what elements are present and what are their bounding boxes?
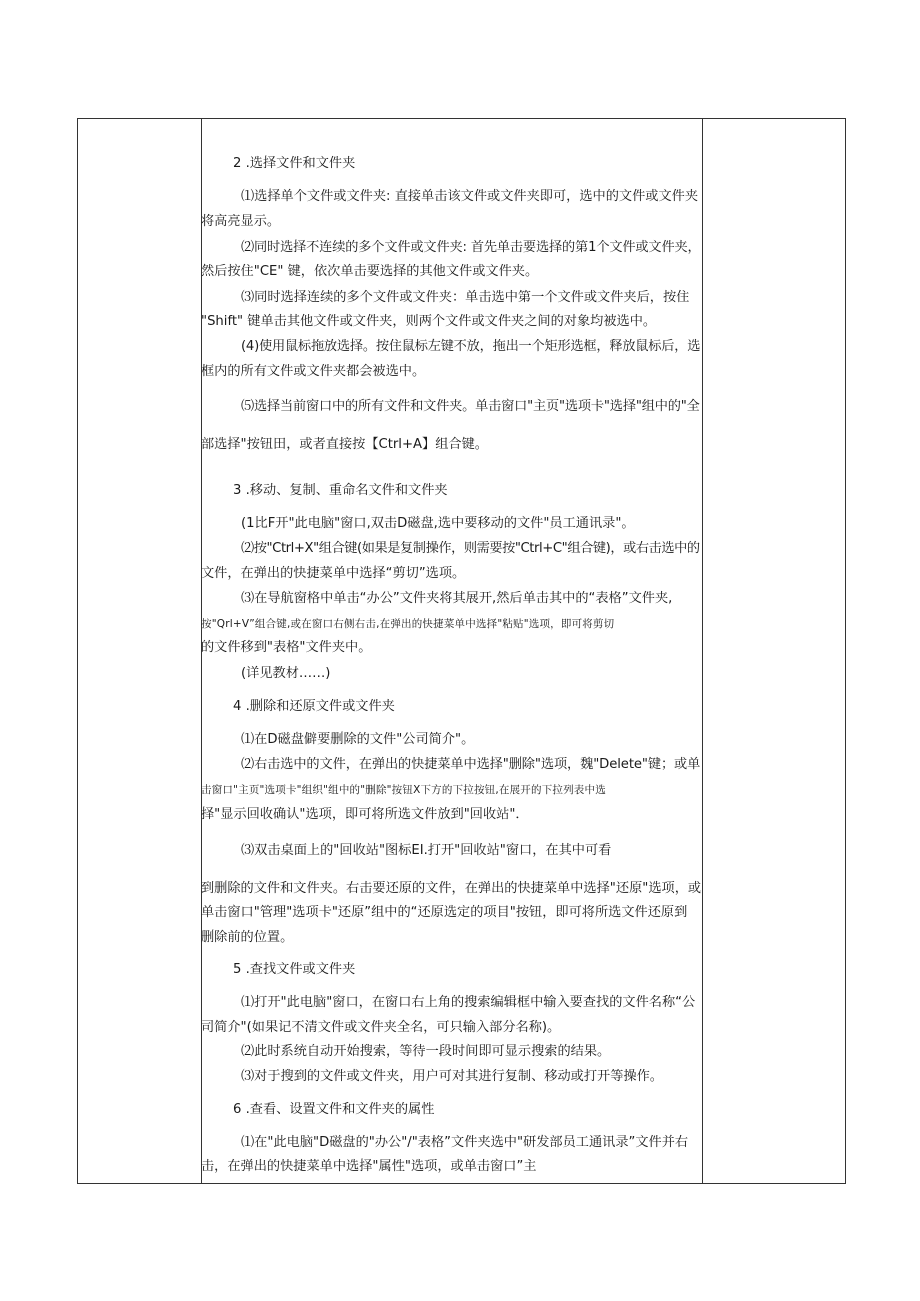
section-heading-properties: 6 .查看、设置文件和文件夹的属性 [233,1102,435,1117]
paragraph-line: ⑸选择当前窗口中的所有文件和文件夹。单击窗口"主页"选项卡"选择"组中的"全 [241,399,700,414]
paragraph-line: 将高亮显示。 [201,214,281,229]
section-heading-select: 2 .选择文件和文件夹 [233,156,356,171]
section-heading-search: 5 .查找文件或文件夹 [233,962,356,977]
paragraph-line: 击窗口"主页"选项卡"组织"组中的"删除"按钮X下方的下拉按钮,在展开的下拉列表中选 [201,784,606,796]
paragraph-line: 到删除的文件和文件夹。右击要还原的文件，在弹出的快捷菜单中选择"还原"选项，或 [201,881,702,896]
paragraph-line: ⑵同时选择不连续的多个文件或文件夹: 首先单击要选择的第1个文件或文件夹， [241,240,701,255]
paragraph-line: ⑶双击桌面上的"回收站"图标EI.打开"回收站"窗口，在其中可看 [241,843,612,858]
paragraph-line: ⑶在导航窗格中单击“办公”文件夹将其展开,然后单击其中的“表格”文件夹, [241,591,673,606]
paragraph-line: (4)使用鼠标拖放选择。按住鼠标左键不放，拖出一个矩形选框，释放鼠标后，选 [241,339,701,354]
section-heading-delete: 4 .删除和还原文件或文件夹 [233,699,395,714]
paragraph-line: ⑴在"此电脑"D磁盘的"办公"/"表格”文件夹选中"研发部员工通讯录”文件并右 [241,1135,689,1150]
column-divider-right [702,119,703,1183]
paragraph-line: ⑴选择单个文件或文件夹: 直接单击该文件或文件夹即可，选中的文件或文件夹 [241,189,699,204]
paragraph-line: ⑵右击选中的文件，在弹出的快捷菜单中选择"删除"选项，魏"Delete"键；或单 [241,757,701,772]
paragraph-line: ⑶同时选择连续的多个文件或文件夹：单击选中第一个文件或文件夹后，按住 [241,290,690,305]
paragraph-line: 择"显示回收确认"选项，即可将所选文件放到"回收站"． [201,807,529,822]
paragraph-line: ⑴在D磁盘僻要删除的文件"公司简介"。 [241,732,475,747]
paragraph-line: 文件，在弹出的快捷菜单中选择“剪切”选项。 [201,566,466,581]
section-heading-move: 3 .移动、复制、重命名文件和文件夹 [233,483,448,498]
paragraph-line: ⑵按"Ctrl+X"组合键(如果是复制操作，则需要按"Ctrl+C"组合键)，或右击选中的 [241,541,700,556]
paragraph-line: 击，在弹出的快捷菜单中选择"属性"选项，或单击窗口”主 [201,1159,537,1174]
paragraph-line: 的文件移到"表格"文件夹中。 [201,640,372,655]
paragraph-line: (1比F开"此电脑"窗口,双击D磁盘,选中要移动的文件"员工通讯录"。 [241,516,635,531]
paragraph-line: 然后按住"CE" 键，依次单击要选择的其他文件或文件夹。 [201,264,539,279]
paragraph-line: (详见教材……) [241,666,331,681]
paragraph-line: ⑵此时系统自动开始搜索，等待一段时间即可显示搜索的结果。 [241,1044,611,1059]
paragraph-line: 部选择"按钮田，或者直接按【Ctrl+A】组合键。 [201,437,488,452]
paragraph-line: 单击窗口"管理"选项卡"还原”组中的“还原选定的项目"按钮，即可将所选文件还原到 [201,905,688,920]
paragraph-line: 按"Qrl+V”组合键,或在窗口右侧右击,在弹出的快捷菜单中选择"粘贴"选项，即可将剪切 [201,618,615,630]
paragraph-line: 删除前的位置。 [201,930,294,945]
paragraph-line: "Shift" 键单击其他文件或文件夹，则两个文件或文件夹之间的对象均被选中。 [201,314,657,329]
paragraph-line: ⑴打开"此电脑"窗口，在窗口右上角的搜索编辑框中输入要查找的文件名称“公 [241,995,696,1010]
paragraph-line: ⑶对于搜到的文件或文件夹，用户可对其进行复制、移动或打开等操作。 [241,1069,663,1084]
paragraph-line: 框内的所有文件或文件夹都会被选中。 [201,364,426,379]
paragraph-line: 司简介"(如果记不清文件或文件夹全名，可只输入部分名称)。 [201,1020,561,1035]
